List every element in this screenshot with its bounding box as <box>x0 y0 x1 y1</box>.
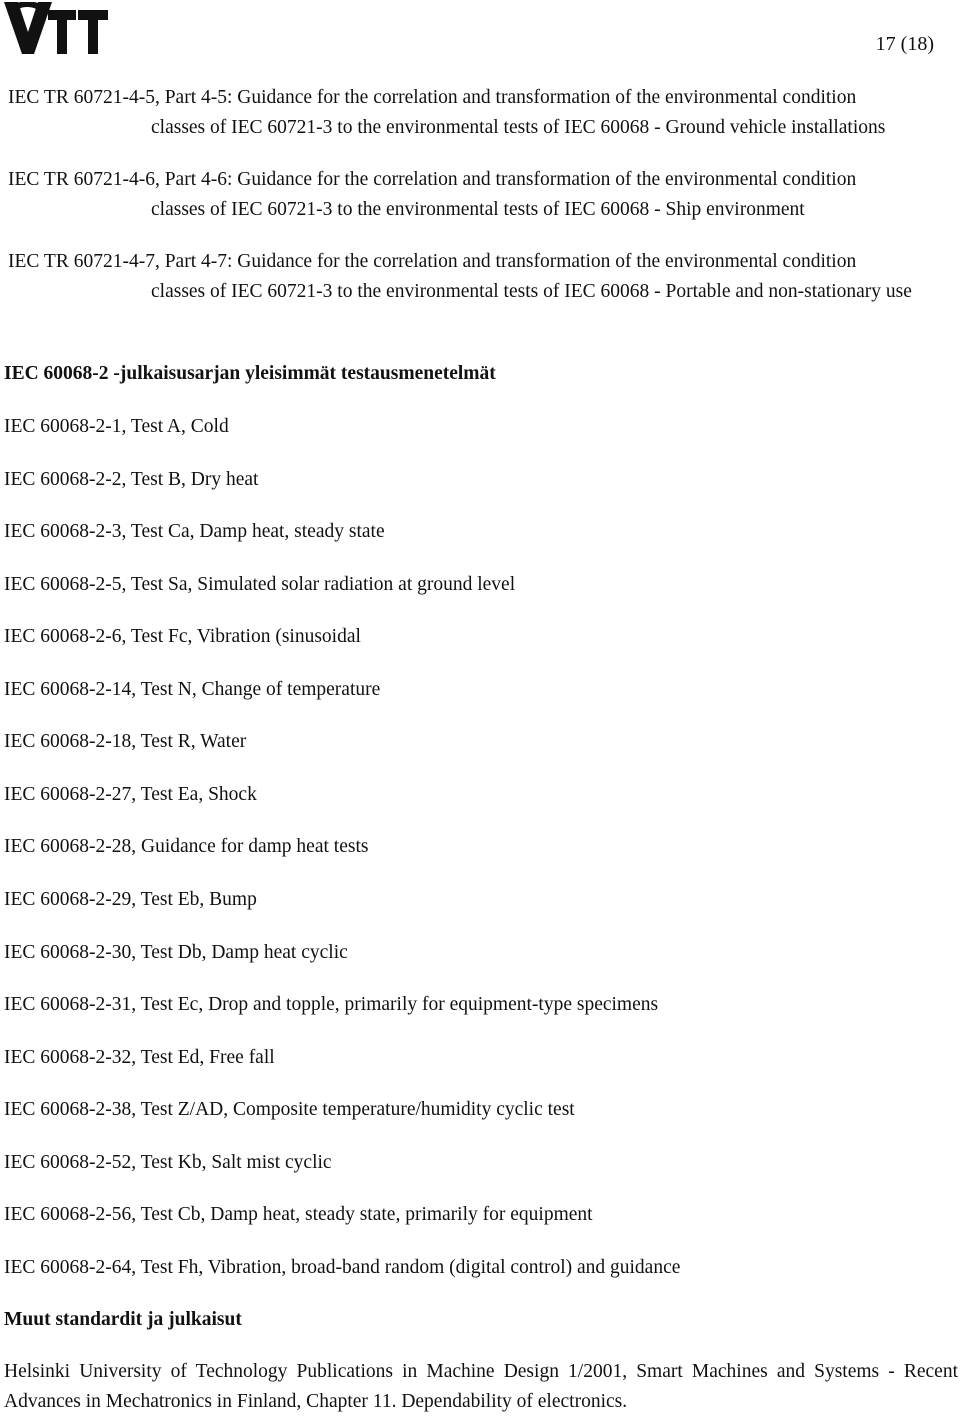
list-item: IEC 60068-2-64, Test Fh, Vibration, broad-band random (digital control) and guidance <box>4 1257 681 1278</box>
tr-entry-first-line <box>8 247 960 277</box>
tr-entry-code: IEC TR 60721-4-6, Part 4-6: <box>8 169 233 190</box>
list-item: IEC 60068-2-14, Test N, Change of temperature <box>4 679 381 700</box>
publication-reference: Helsinki University of Technology Publications in Machine Design 1/2001, Smart Machines and Systems - Recent Advances in Mechatronics in Finland, Chapter 11. Dependability of electronics. <box>4 1361 958 1412</box>
list-item: IEC 60068-2-3, Test Ca, Damp heat, steady state <box>4 521 385 542</box>
tr-entry-title: Guidance for the correlation and transformation of the environmental condition <box>237 169 857 190</box>
list-item: IEC 60068-2-29, Test Eb, Bump <box>4 889 257 910</box>
tr-entry-continuation: classes of IEC 60721-3 to the environmental tests of IEC 60068 - Ground vehicle installations <box>151 117 886 138</box>
tr-entry-title: Guidance for the correlation and transformation of the environmental condition <box>237 251 857 272</box>
section-heading-tests: IEC 60068-2 -julkaisusarjan yleisimmät testausmenetelmät <box>4 363 496 384</box>
list-item: IEC 60068-2-38, Test Z/AD, Composite temperature/humidity cyclic test <box>4 1099 575 1120</box>
tr-entry-first-line <box>8 83 960 113</box>
tr-entry-title: Guidance for the correlation and transformation of the environmental condition <box>237 87 857 108</box>
list-item: IEC 60068-2-52, Test Kb, Salt mist cyclic <box>4 1152 332 1173</box>
list-item: IEC 60068-2-2, Test B, Dry heat <box>4 469 259 490</box>
tr-entry-continuation: classes of IEC 60721-3 to the environmental tests of IEC 60068 - Ship environment <box>151 199 805 220</box>
tr-entry-continuation: classes of IEC 60721-3 to the environmental tests of IEC 60068 - Portable and non-stationary use <box>151 281 912 302</box>
list-item: IEC 60068-2-6, Test Fc, Vibration (sinusoidal <box>4 626 361 647</box>
page-number: 17 (18) <box>875 33 934 55</box>
tr-entry <box>8 83 960 143</box>
list-item: IEC 60068-2-5, Test Sa, Simulated solar radiation at ground level <box>4 574 516 595</box>
tr-entry-code: IEC TR 60721-4-5, Part 4-5: <box>8 87 233 108</box>
tr-entry-code: IEC TR 60721-4-7, Part 4-7: <box>8 251 233 272</box>
list-item: IEC 60068-2-18, Test R, Water <box>4 731 247 752</box>
list-item: IEC 60068-2-28, Guidance for damp heat tests <box>4 836 369 857</box>
tr-entry-first-line <box>8 165 960 195</box>
section-heading-other: Muut standardit ja julkaisut <box>4 1309 242 1330</box>
vtt-logo <box>4 2 110 54</box>
tr-entry <box>8 247 960 307</box>
list-item: IEC 60068-2-1, Test A, Cold <box>4 416 229 437</box>
list-item: IEC 60068-2-31, Test Ec, Drop and topple, primarily for equipment-type specimens <box>4 994 659 1015</box>
list-item: IEC 60068-2-30, Test Db, Damp heat cyclic <box>4 942 348 963</box>
list-item: IEC 60068-2-32, Test Ed, Free fall <box>4 1047 275 1068</box>
list-item: IEC 60068-2-27, Test Ea, Shock <box>4 784 257 805</box>
tr-entry <box>8 165 960 225</box>
list-item: IEC 60068-2-56, Test Cb, Damp heat, steady state, primarily for equipment <box>4 1204 593 1225</box>
